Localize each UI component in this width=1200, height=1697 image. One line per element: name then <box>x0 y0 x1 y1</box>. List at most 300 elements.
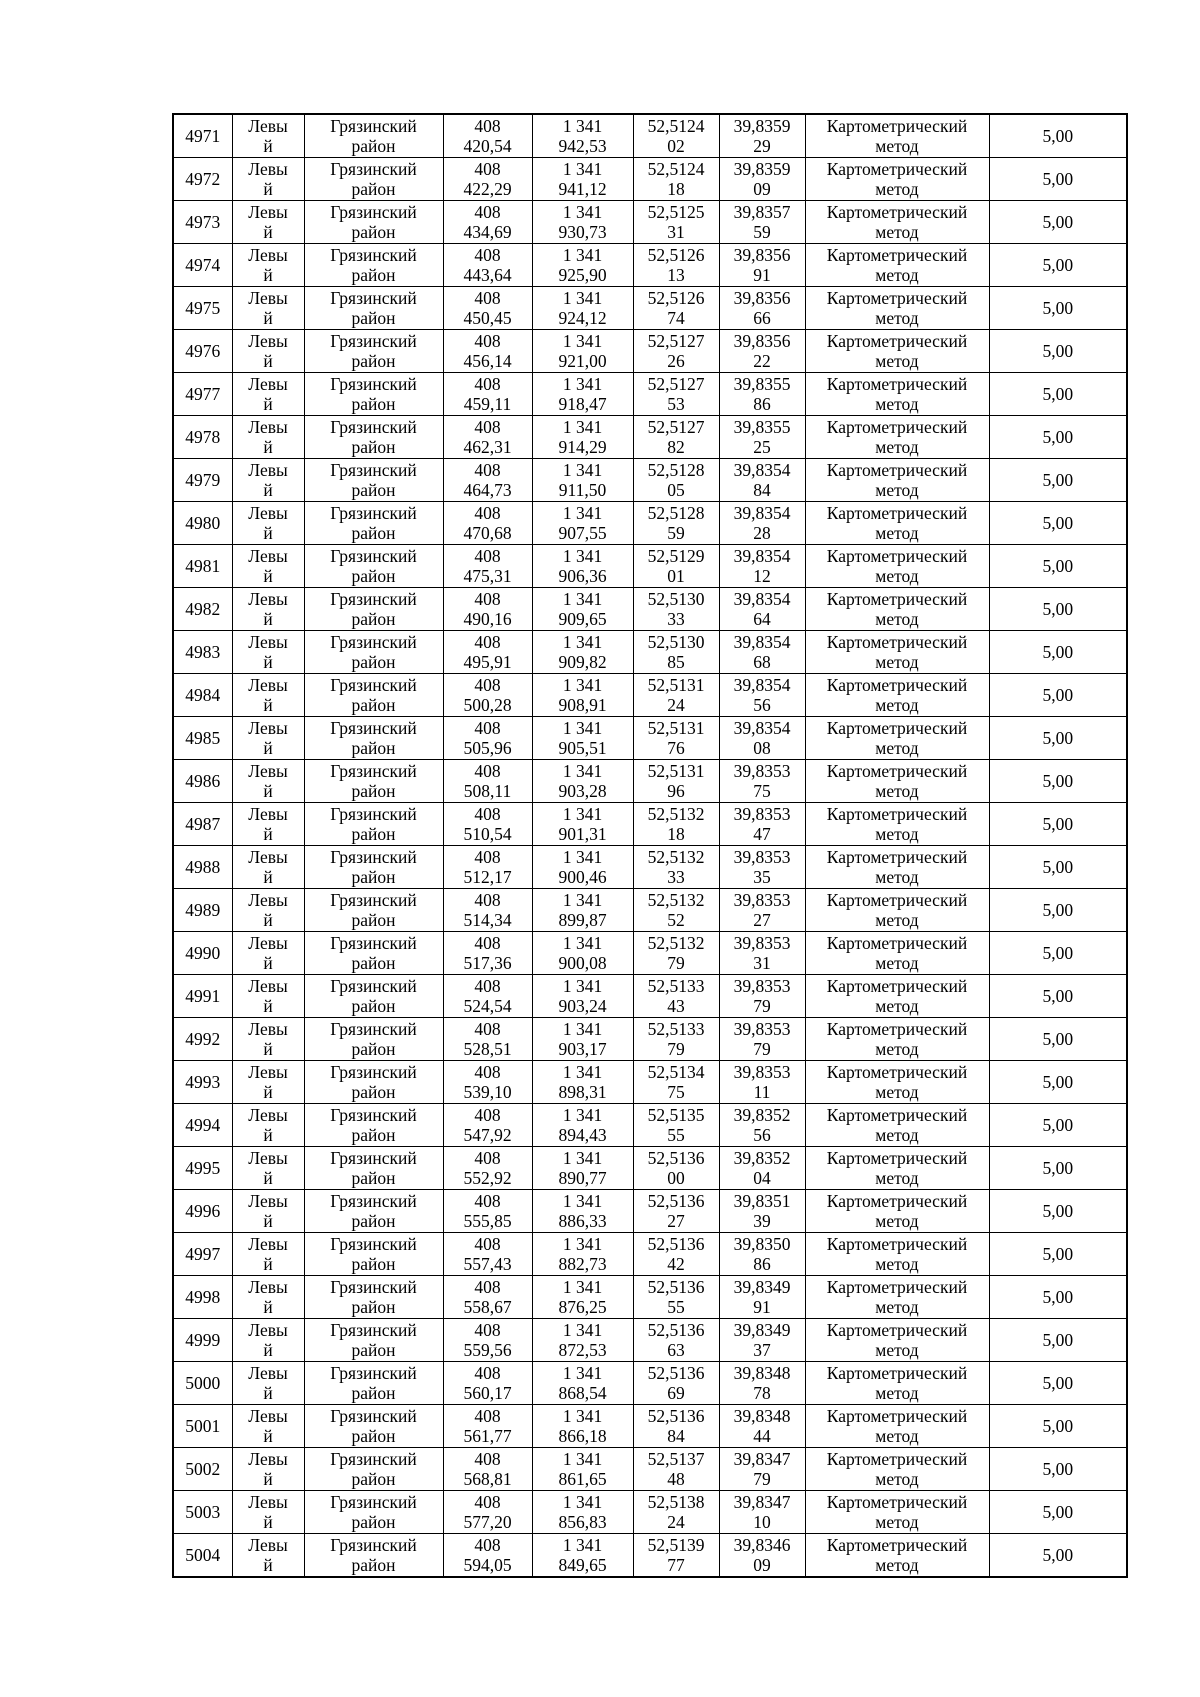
y-coordinate-cell: 1 341 907,55 <box>532 502 633 545</box>
table-row <box>173 1362 1127 1405</box>
side-cell: Левы й <box>232 932 304 975</box>
point-number-cell: 4979 <box>173 459 232 502</box>
point-number-cell: 4992 <box>173 1018 232 1061</box>
latitude-cell: 52,5136 55 <box>633 1276 719 1319</box>
y-coordinate-cell: 1 341 901,31 <box>532 803 633 846</box>
point-number-cell: 4974 <box>173 244 232 287</box>
latitude-cell: 52,5132 33 <box>633 846 719 889</box>
method-cell: Картометрический метод <box>805 330 989 373</box>
district-cell: Грязинский район <box>304 545 443 588</box>
table-row <box>173 201 1127 244</box>
y-coordinate-cell: 1 341 941,12 <box>532 158 633 201</box>
accuracy-cell: 5,00 <box>989 373 1127 416</box>
side-cell: Левы й <box>232 1104 304 1147</box>
latitude-cell: 52,5132 52 <box>633 889 719 932</box>
longitude-cell: 39,8347 79 <box>719 1448 805 1491</box>
longitude-cell: 39,8354 68 <box>719 631 805 674</box>
longitude-cell: 39,8353 27 <box>719 889 805 932</box>
x-coordinate-cell: 408 434,69 <box>443 201 532 244</box>
side-cell: Левы й <box>232 631 304 674</box>
latitude-cell: 52,5128 59 <box>633 502 719 545</box>
latitude-cell: 52,5133 79 <box>633 1018 719 1061</box>
side-cell: Левы й <box>232 674 304 717</box>
latitude-cell: 52,5127 53 <box>633 373 719 416</box>
table-body <box>173 114 1127 1577</box>
table-row <box>173 803 1127 846</box>
side-cell: Левы й <box>232 287 304 330</box>
point-number-cell: 4989 <box>173 889 232 932</box>
table-row <box>173 459 1127 502</box>
district-cell: Грязинский район <box>304 502 443 545</box>
district-cell: Грязинский район <box>304 760 443 803</box>
district-cell: Грязинский район <box>304 114 443 158</box>
table-row <box>173 1319 1127 1362</box>
method-cell: Картометрический метод <box>805 502 989 545</box>
district-cell: Грязинский район <box>304 1491 443 1534</box>
method-cell: Картометрический метод <box>805 803 989 846</box>
accuracy-cell: 5,00 <box>989 760 1127 803</box>
district-cell: Грязинский район <box>304 932 443 975</box>
method-cell: Картометрический метод <box>805 674 989 717</box>
y-coordinate-cell: 1 341 903,28 <box>532 760 633 803</box>
accuracy-cell: 5,00 <box>989 889 1127 932</box>
district-cell: Грязинский район <box>304 287 443 330</box>
y-coordinate-cell: 1 341 903,17 <box>532 1018 633 1061</box>
method-cell: Картометрический метод <box>805 932 989 975</box>
district-cell: Грязинский район <box>304 975 443 1018</box>
y-coordinate-cell: 1 341 914,29 <box>532 416 633 459</box>
point-number-cell: 4990 <box>173 932 232 975</box>
y-coordinate-cell: 1 341 899,87 <box>532 889 633 932</box>
accuracy-cell: 5,00 <box>989 674 1127 717</box>
x-coordinate-cell: 408 510,54 <box>443 803 532 846</box>
side-cell: Левы й <box>232 158 304 201</box>
latitude-cell: 52,5136 42 <box>633 1233 719 1276</box>
table-row <box>173 1534 1127 1578</box>
side-cell: Левы й <box>232 502 304 545</box>
table-row <box>173 1104 1127 1147</box>
longitude-cell: 39,8354 08 <box>719 717 805 760</box>
point-number-cell: 4983 <box>173 631 232 674</box>
latitude-cell: 52,5127 26 <box>633 330 719 373</box>
latitude-cell: 52,5138 24 <box>633 1491 719 1534</box>
longitude-cell: 39,8353 35 <box>719 846 805 889</box>
x-coordinate-cell: 408 594,05 <box>443 1534 532 1578</box>
latitude-cell: 52,5136 69 <box>633 1362 719 1405</box>
latitude-cell: 52,5129 01 <box>633 545 719 588</box>
y-coordinate-cell: 1 341 866,18 <box>532 1405 633 1448</box>
accuracy-cell: 5,00 <box>989 1362 1127 1405</box>
table-row <box>173 1491 1127 1534</box>
y-coordinate-cell: 1 341 890,77 <box>532 1147 633 1190</box>
accuracy-cell: 5,00 <box>989 1233 1127 1276</box>
point-number-cell: 4999 <box>173 1319 232 1362</box>
latitude-cell: 52,5136 00 <box>633 1147 719 1190</box>
latitude-cell: 52,5124 18 <box>633 158 719 201</box>
x-coordinate-cell: 408 561,77 <box>443 1405 532 1448</box>
method-cell: Картометрический метод <box>805 459 989 502</box>
x-coordinate-cell: 408 557,43 <box>443 1233 532 1276</box>
method-cell: Картометрический метод <box>805 1190 989 1233</box>
longitude-cell: 39,8354 12 <box>719 545 805 588</box>
district-cell: Грязинский район <box>304 717 443 760</box>
y-coordinate-cell: 1 341 908,91 <box>532 674 633 717</box>
table-row <box>173 1448 1127 1491</box>
side-cell: Левы й <box>232 1276 304 1319</box>
side-cell: Левы й <box>232 1018 304 1061</box>
table-row <box>173 975 1127 1018</box>
accuracy-cell: 5,00 <box>989 1147 1127 1190</box>
table-row <box>173 1405 1127 1448</box>
method-cell: Картометрический метод <box>805 201 989 244</box>
accuracy-cell: 5,00 <box>989 287 1127 330</box>
x-coordinate-cell: 408 512,17 <box>443 846 532 889</box>
latitude-cell: 52,5130 33 <box>633 588 719 631</box>
accuracy-cell: 5,00 <box>989 631 1127 674</box>
table-row <box>173 545 1127 588</box>
accuracy-cell: 5,00 <box>989 1534 1127 1578</box>
x-coordinate-cell: 408 450,45 <box>443 287 532 330</box>
method-cell: Картометрический метод <box>805 588 989 631</box>
district-cell: Грязинский район <box>304 244 443 287</box>
latitude-cell: 52,5131 24 <box>633 674 719 717</box>
longitude-cell: 39,8353 79 <box>719 1018 805 1061</box>
side-cell: Левы й <box>232 975 304 1018</box>
latitude-cell: 52,5125 31 <box>633 201 719 244</box>
point-number-cell: 4982 <box>173 588 232 631</box>
longitude-cell: 39,8348 44 <box>719 1405 805 1448</box>
table-row <box>173 846 1127 889</box>
latitude-cell: 52,5137 48 <box>633 1448 719 1491</box>
x-coordinate-cell: 408 559,56 <box>443 1319 532 1362</box>
side-cell: Левы й <box>232 1061 304 1104</box>
side-cell: Левы й <box>232 803 304 846</box>
longitude-cell: 39,8353 11 <box>719 1061 805 1104</box>
method-cell: Картометрический метод <box>805 1405 989 1448</box>
point-number-cell: 5002 <box>173 1448 232 1491</box>
x-coordinate-cell: 408 464,73 <box>443 459 532 502</box>
longitude-cell: 39,8353 75 <box>719 760 805 803</box>
latitude-cell: 52,5132 79 <box>633 932 719 975</box>
latitude-cell: 52,5139 77 <box>633 1534 719 1578</box>
method-cell: Картометрический метод <box>805 1319 989 1362</box>
point-number-cell: 5001 <box>173 1405 232 1448</box>
method-cell: Картометрический метод <box>805 1534 989 1578</box>
x-coordinate-cell: 408 547,92 <box>443 1104 532 1147</box>
accuracy-cell: 5,00 <box>989 502 1127 545</box>
side-cell: Левы й <box>232 889 304 932</box>
x-coordinate-cell: 408 470,68 <box>443 502 532 545</box>
method-cell: Картометрический метод <box>805 545 989 588</box>
y-coordinate-cell: 1 341 909,65 <box>532 588 633 631</box>
longitude-cell: 39,8355 25 <box>719 416 805 459</box>
table-row <box>173 1061 1127 1104</box>
accuracy-cell: 5,00 <box>989 114 1127 158</box>
district-cell: Грязинский район <box>304 803 443 846</box>
point-number-cell: 5004 <box>173 1534 232 1578</box>
x-coordinate-cell: 408 422,29 <box>443 158 532 201</box>
method-cell: Картометрический метод <box>805 1104 989 1147</box>
accuracy-cell: 5,00 <box>989 717 1127 760</box>
y-coordinate-cell: 1 341 925,90 <box>532 244 633 287</box>
method-cell: Картометрический метод <box>805 631 989 674</box>
latitude-cell: 52,5128 05 <box>633 459 719 502</box>
table-row <box>173 1147 1127 1190</box>
method-cell: Картометрический метод <box>805 287 989 330</box>
x-coordinate-cell: 408 443,64 <box>443 244 532 287</box>
accuracy-cell: 5,00 <box>989 932 1127 975</box>
table-row <box>173 717 1127 760</box>
method-cell: Картометрический метод <box>805 416 989 459</box>
longitude-cell: 39,8349 91 <box>719 1276 805 1319</box>
method-cell: Картометрический метод <box>805 846 989 889</box>
side-cell: Левы й <box>232 717 304 760</box>
x-coordinate-cell: 408 490,16 <box>443 588 532 631</box>
y-coordinate-cell: 1 341 872,53 <box>532 1319 633 1362</box>
side-cell: Левы й <box>232 588 304 631</box>
longitude-cell: 39,8354 84 <box>719 459 805 502</box>
district-cell: Грязинский район <box>304 1276 443 1319</box>
x-coordinate-cell: 408 539,10 <box>443 1061 532 1104</box>
latitude-cell: 52,5124 02 <box>633 114 719 158</box>
table-row <box>173 330 1127 373</box>
district-cell: Грязинский район <box>304 889 443 932</box>
point-number-cell: 4995 <box>173 1147 232 1190</box>
accuracy-cell: 5,00 <box>989 1319 1127 1362</box>
accuracy-cell: 5,00 <box>989 1104 1127 1147</box>
table-row <box>173 674 1127 717</box>
side-cell: Левы й <box>232 760 304 803</box>
method-cell: Картометрический метод <box>805 158 989 201</box>
district-cell: Грязинский район <box>304 846 443 889</box>
method-cell: Картометрический метод <box>805 975 989 1018</box>
district-cell: Грязинский район <box>304 158 443 201</box>
side-cell: Левы й <box>232 1491 304 1534</box>
side-cell: Левы й <box>232 459 304 502</box>
method-cell: Картометрический метод <box>805 1233 989 1276</box>
longitude-cell: 39,8347 10 <box>719 1491 805 1534</box>
latitude-cell: 52,5131 96 <box>633 760 719 803</box>
latitude-cell: 52,5136 27 <box>633 1190 719 1233</box>
longitude-cell: 39,8359 29 <box>719 114 805 158</box>
side-cell: Левы й <box>232 1448 304 1491</box>
longitude-cell: 39,8350 86 <box>719 1233 805 1276</box>
side-cell: Левы й <box>232 1190 304 1233</box>
method-cell: Картометрический метод <box>805 1147 989 1190</box>
longitude-cell: 39,8355 86 <box>719 373 805 416</box>
x-coordinate-cell: 408 558,67 <box>443 1276 532 1319</box>
table-row <box>173 114 1127 158</box>
y-coordinate-cell: 1 341 900,08 <box>532 932 633 975</box>
table-row <box>173 287 1127 330</box>
accuracy-cell: 5,00 <box>989 1405 1127 1448</box>
x-coordinate-cell: 408 555,85 <box>443 1190 532 1233</box>
accuracy-cell: 5,00 <box>989 158 1127 201</box>
table-row <box>173 373 1127 416</box>
y-coordinate-cell: 1 341 924,12 <box>532 287 633 330</box>
table-row <box>173 631 1127 674</box>
x-coordinate-cell: 408 420,54 <box>443 114 532 158</box>
y-coordinate-cell: 1 341 930,73 <box>532 201 633 244</box>
method-cell: Картометрический метод <box>805 1491 989 1534</box>
accuracy-cell: 5,00 <box>989 1448 1127 1491</box>
y-coordinate-cell: 1 341 886,33 <box>532 1190 633 1233</box>
accuracy-cell: 5,00 <box>989 846 1127 889</box>
table-row <box>173 1276 1127 1319</box>
table-row <box>173 502 1127 545</box>
district-cell: Грязинский район <box>304 1362 443 1405</box>
table-row <box>173 244 1127 287</box>
point-number-cell: 4993 <box>173 1061 232 1104</box>
district-cell: Грязинский район <box>304 373 443 416</box>
table-row <box>173 932 1127 975</box>
point-number-cell: 5003 <box>173 1491 232 1534</box>
method-cell: Картометрический метод <box>805 114 989 158</box>
point-number-cell: 4988 <box>173 846 232 889</box>
x-coordinate-cell: 408 495,91 <box>443 631 532 674</box>
point-number-cell: 4986 <box>173 760 232 803</box>
y-coordinate-cell: 1 341 942,53 <box>532 114 633 158</box>
accuracy-cell: 5,00 <box>989 1190 1127 1233</box>
district-cell: Грязинский район <box>304 1018 443 1061</box>
district-cell: Грязинский район <box>304 1190 443 1233</box>
point-number-cell: 4998 <box>173 1276 232 1319</box>
x-coordinate-cell: 408 462,31 <box>443 416 532 459</box>
x-coordinate-cell: 408 500,28 <box>443 674 532 717</box>
table-row <box>173 1233 1127 1276</box>
y-coordinate-cell: 1 341 921,00 <box>532 330 633 373</box>
method-cell: Картометрический метод <box>805 244 989 287</box>
side-cell: Левы й <box>232 1362 304 1405</box>
longitude-cell: 39,8354 64 <box>719 588 805 631</box>
accuracy-cell: 5,00 <box>989 201 1127 244</box>
point-number-cell: 4976 <box>173 330 232 373</box>
accuracy-cell: 5,00 <box>989 244 1127 287</box>
y-coordinate-cell: 1 341 861,65 <box>532 1448 633 1491</box>
y-coordinate-cell: 1 341 906,36 <box>532 545 633 588</box>
longitude-cell: 39,8349 37 <box>719 1319 805 1362</box>
x-coordinate-cell: 408 514,34 <box>443 889 532 932</box>
x-coordinate-cell: 408 456,14 <box>443 330 532 373</box>
table-row <box>173 416 1127 459</box>
point-number-cell: 4985 <box>173 717 232 760</box>
point-number-cell: 4994 <box>173 1104 232 1147</box>
longitude-cell: 39,8351 39 <box>719 1190 805 1233</box>
latitude-cell: 52,5133 43 <box>633 975 719 1018</box>
x-coordinate-cell: 408 517,36 <box>443 932 532 975</box>
y-coordinate-cell: 1 341 856,83 <box>532 1491 633 1534</box>
district-cell: Грязинский район <box>304 201 443 244</box>
latitude-cell: 52,5136 63 <box>633 1319 719 1362</box>
longitude-cell: 39,8356 91 <box>719 244 805 287</box>
district-cell: Грязинский район <box>304 1319 443 1362</box>
longitude-cell: 39,8348 78 <box>719 1362 805 1405</box>
point-number-cell: 4975 <box>173 287 232 330</box>
district-cell: Грязинский район <box>304 416 443 459</box>
district-cell: Грязинский район <box>304 588 443 631</box>
y-coordinate-cell: 1 341 903,24 <box>532 975 633 1018</box>
table-row <box>173 889 1127 932</box>
accuracy-cell: 5,00 <box>989 330 1127 373</box>
table-row <box>173 1018 1127 1061</box>
method-cell: Картометрический метод <box>805 1061 989 1104</box>
district-cell: Грязинский район <box>304 1061 443 1104</box>
longitude-cell: 39,8353 31 <box>719 932 805 975</box>
y-coordinate-cell: 1 341 882,73 <box>532 1233 633 1276</box>
accuracy-cell: 5,00 <box>989 1491 1127 1534</box>
district-cell: Грязинский район <box>304 631 443 674</box>
x-coordinate-cell: 408 508,11 <box>443 760 532 803</box>
method-cell: Картометрический метод <box>805 889 989 932</box>
side-cell: Левы й <box>232 846 304 889</box>
method-cell: Картометрический метод <box>805 717 989 760</box>
district-cell: Грязинский район <box>304 330 443 373</box>
x-coordinate-cell: 408 505,96 <box>443 717 532 760</box>
point-number-cell: 4987 <box>173 803 232 846</box>
district-cell: Грязинский район <box>304 1147 443 1190</box>
accuracy-cell: 5,00 <box>989 588 1127 631</box>
district-cell: Грязинский район <box>304 1233 443 1276</box>
x-coordinate-cell: 408 577,20 <box>443 1491 532 1534</box>
boundary-points-table <box>172 113 1128 1578</box>
accuracy-cell: 5,00 <box>989 803 1127 846</box>
latitude-cell: 52,5136 84 <box>633 1405 719 1448</box>
side-cell: Левы й <box>232 330 304 373</box>
district-cell: Грязинский район <box>304 1448 443 1491</box>
method-cell: Картометрический метод <box>805 760 989 803</box>
side-cell: Левы й <box>232 1405 304 1448</box>
latitude-cell: 52,5127 82 <box>633 416 719 459</box>
side-cell: Левы й <box>232 1534 304 1578</box>
accuracy-cell: 5,00 <box>989 1018 1127 1061</box>
side-cell: Левы й <box>232 201 304 244</box>
x-coordinate-cell: 408 552,92 <box>443 1147 532 1190</box>
point-number-cell: 4980 <box>173 502 232 545</box>
y-coordinate-cell: 1 341 911,50 <box>532 459 633 502</box>
accuracy-cell: 5,00 <box>989 1276 1127 1319</box>
accuracy-cell: 5,00 <box>989 459 1127 502</box>
point-number-cell: 4981 <box>173 545 232 588</box>
latitude-cell: 52,5126 13 <box>633 244 719 287</box>
point-number-cell: 4997 <box>173 1233 232 1276</box>
x-coordinate-cell: 408 528,51 <box>443 1018 532 1061</box>
table-row <box>173 1190 1127 1233</box>
table-row <box>173 760 1127 803</box>
point-number-cell: 4991 <box>173 975 232 1018</box>
longitude-cell: 39,8356 22 <box>719 330 805 373</box>
side-cell: Левы й <box>232 244 304 287</box>
x-coordinate-cell: 408 568,81 <box>443 1448 532 1491</box>
side-cell: Левы й <box>232 373 304 416</box>
accuracy-cell: 5,00 <box>989 975 1127 1018</box>
method-cell: Картометрический метод <box>805 1448 989 1491</box>
longitude-cell: 39,8352 56 <box>719 1104 805 1147</box>
side-cell: Левы й <box>232 1233 304 1276</box>
district-cell: Грязинский район <box>304 1534 443 1578</box>
point-number-cell: 4972 <box>173 158 232 201</box>
point-number-cell: 4973 <box>173 201 232 244</box>
x-coordinate-cell: 408 524,54 <box>443 975 532 1018</box>
accuracy-cell: 5,00 <box>989 1061 1127 1104</box>
method-cell: Картометрический метод <box>805 373 989 416</box>
y-coordinate-cell: 1 341 868,54 <box>532 1362 633 1405</box>
accuracy-cell: 5,00 <box>989 416 1127 459</box>
side-cell: Левы й <box>232 114 304 158</box>
latitude-cell: 52,5126 74 <box>633 287 719 330</box>
y-coordinate-cell: 1 341 898,31 <box>532 1061 633 1104</box>
longitude-cell: 39,8353 79 <box>719 975 805 1018</box>
point-number-cell: 4996 <box>173 1190 232 1233</box>
